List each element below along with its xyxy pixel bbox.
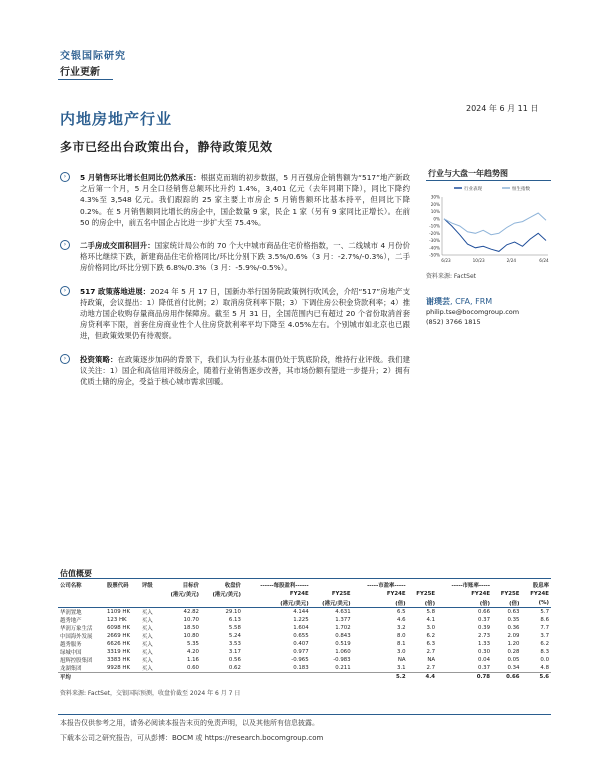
y-tick-label: 10% [430, 209, 440, 214]
x-tick-label: 6/23 [441, 258, 451, 263]
bullet-marker-icon: › [60, 354, 70, 364]
table-cell: 买入 [141, 666, 153, 672]
table-header-cell: 评级 [141, 582, 153, 589]
table-cell: -0.983 [333, 657, 351, 663]
x-tick-label: 10/23 [472, 258, 485, 263]
table-cell: 0.39 [478, 625, 491, 631]
table-header-cell: (倍) [408, 598, 437, 608]
table-cell: 2.7 [426, 649, 436, 655]
table-cell: 9928 HK [106, 665, 131, 671]
table-cell: 1109 HK [106, 609, 131, 615]
table-cell: 0.34 [507, 665, 520, 671]
table-title-divider [58, 578, 551, 579]
table-header-row [58, 598, 551, 608]
report-type: 行业更新 [60, 67, 100, 78]
table-cell: 龙湖集团 [60, 666, 82, 672]
chart-title-divider [426, 180, 551, 181]
analyst-name-text: 谢璞芸 [426, 297, 450, 306]
table-cell: 0.183 [293, 665, 309, 671]
bullet-text: 2024 年 5 月 17 日，国新办举行国务院政策例行吹风会，介绍“517”房地产支持政策，会议提出：1）降低首付比例；2）取消房贷利率下限；3）下调住房公积金贷款利率；4）推动地方国企收购存量商品房用作保障房。截至 5 月 31 日，全国范围内已有超过 20 个省份取消首套房贷利率下限，首套住房商业性个人住房贷款利率平均下降至 4.05%左右。个别城市如北京也已跟进，但政策效果仍有待观察。 [80, 286, 410, 341]
table-cell: 6098 HK [106, 625, 131, 631]
table-cell: 5.2 [353, 673, 408, 682]
bullet-marker-icon: › [60, 240, 70, 250]
table-cell [105, 673, 140, 682]
table-cell: 6.2 [540, 641, 549, 647]
bullet-lead: 投资策略： [80, 354, 118, 364]
table-cell: 8.1 [397, 641, 406, 647]
bullet-strategy [60, 354, 410, 388]
table-cell: 0.0 [540, 657, 549, 663]
table-cell: 1.702 [335, 625, 351, 631]
table-cell: 4.6 [397, 617, 406, 623]
table-row [58, 616, 551, 624]
table-header-cell [492, 580, 521, 589]
table-cell: 5.8 [426, 609, 436, 615]
table-cell: 0.04 [478, 657, 491, 663]
industry-title: 内地房地产行业 [60, 110, 173, 128]
table-header-cell: (港元/美元) [243, 598, 311, 608]
table-cell: 8.0 [397, 633, 406, 639]
report-date: 2024 年 6 月 11 日 [466, 104, 539, 113]
table-cell: 绿城中国 [60, 650, 82, 656]
table-cell: 5.35 [186, 641, 199, 647]
footer-download: 下载本公司之研究报告，可从彭博：BOCM 或 https://research.bocomgroup.com [60, 734, 324, 742]
table-cell: 4.144 [293, 609, 309, 615]
table-cell: 2.09 [507, 633, 520, 639]
table-cell: 29.10 [225, 609, 241, 615]
y-tick-label: 0% [433, 216, 440, 222]
table-header-cell: -----市盈率----- [367, 582, 406, 589]
analyst-email[interactable]: philip.tse@bocomgroup.com [426, 308, 520, 316]
table-cell: 6.2 [426, 633, 436, 639]
table-cell: 3.0 [397, 649, 406, 655]
y-tick-label: -50% [429, 252, 440, 258]
table-header-row [58, 589, 551, 598]
table-header-cell: FY25E [416, 590, 436, 597]
table-cell: 0.66 [492, 673, 521, 682]
table-cell: 3319 HK [106, 649, 131, 655]
x-tick-label: 2/24 [506, 258, 517, 263]
table-cell: 6.5 [397, 609, 406, 615]
legend-label: 恒生指数 [512, 187, 530, 192]
table-cell [159, 673, 201, 682]
table-cell: 越秀服务 [60, 642, 82, 648]
table-cell: 买入 [141, 626, 153, 632]
table-cell: 华润置地 [60, 610, 82, 616]
table-cell: 3.0 [426, 625, 436, 631]
table-header-cell: ------每股盈利------ [260, 582, 309, 589]
y-tick-label: 30% [430, 194, 440, 200]
table-cell: 10.70 [183, 617, 199, 623]
table-cell: 5.6 [521, 673, 551, 682]
table-cell: 8.3 [540, 649, 549, 655]
table-cell: 18.50 [183, 625, 199, 631]
y-tick-label: -10% [429, 223, 440, 229]
table-cell: 0.30 [478, 649, 491, 655]
table-row [58, 608, 551, 617]
table-cell: 4.4 [408, 673, 437, 682]
table-cell: 0.60 [186, 665, 199, 671]
table-header-cell [201, 598, 243, 608]
table-cell: 1.060 [335, 649, 351, 655]
table-cell: 5.7 [540, 609, 549, 615]
table-cell: 平均 [58, 673, 105, 682]
table-header-cell: (倍) [437, 598, 492, 608]
table-cell: 0.56 [228, 657, 241, 663]
table-row [58, 648, 551, 656]
bullet-lead: 二手房成交面积回升： [80, 241, 155, 251]
table-cell: 0.78 [437, 673, 492, 682]
table-cell: 5.24 [228, 633, 241, 639]
table-row [58, 656, 551, 664]
table-cell: 5.58 [228, 625, 241, 631]
firm-name: 交银国际研究 [60, 51, 126, 62]
table-header-cell [159, 598, 201, 608]
bullet-marker-icon: › [60, 286, 70, 296]
table-cell: 越秀地产 [60, 618, 82, 624]
bullet-text: 根据克而瑞的初步数据，5 月百强房企销售额为“517”地产新政之后第一个月，5 月全口径销售总额环比升约 1.4%，3,401 亿元（去年同期下降），同比下降约 4.3%至 3,548 亿元。我们跟踪的 25 家主要上市房企 5 月销售额环比基本持平，但同比下降 0.2%。在 5 月销售额同比增长的房企中，国企数量 9 家，民企 1 家（另有 9 家同比正增长）。在前 50 的房企中，前五名中国企占比进一步扩大至 75.4%。 [80, 173, 411, 227]
legend-label: 行业表现 [464, 187, 482, 192]
table-cell: 1.377 [335, 617, 351, 623]
bullet-text: 在政策逐步加码的背景下，我们认为行业基本面仍处于筑底阶段，维持行业评级。我们建议关注：1）国企和高信用评级房企，随着行业销售逐步改善，其市场份额有望进一步提升；2）拥有优质土储的房企，受益于核心城市需求回暖。 [80, 354, 410, 387]
bullet-policy [60, 286, 410, 342]
table-cell: NA [427, 657, 436, 663]
table-cell: 3383 HK [106, 657, 131, 663]
table-cell: 3.1 [397, 665, 406, 671]
table-cell: 华润万象生活 [60, 626, 93, 632]
table-cell: 买入 [141, 642, 153, 648]
table-cell: 3.7 [540, 633, 549, 639]
table-cell: 7.7 [540, 625, 549, 631]
table-header-cell: (倍) [353, 598, 408, 608]
table-cell: 1.604 [293, 625, 309, 631]
table-cell: 0.62 [228, 665, 241, 671]
table-header-cell [408, 580, 437, 589]
table-cell: 3.17 [228, 649, 241, 655]
table-cell [311, 673, 353, 682]
table-header-cell: (%) [521, 598, 551, 608]
table-cell: 买入 [141, 650, 153, 656]
y-tick-label: -30% [429, 238, 440, 243]
table-cell: 0.843 [335, 633, 351, 639]
table-header-cell: 收盘价 [224, 582, 241, 589]
bullet-prices [60, 240, 410, 274]
footer-disclaimer: 本报告仅供参考之用，请务必阅读本报告末页的免责声明，以及其他所有信息披露。 [60, 719, 319, 727]
table-cell: 1.20 [507, 641, 520, 647]
bullet-text: 国家统计局公布的 70 个大中城市商品住宅价格指数，一、二线城市 4 月份价格环比继续下跌，新建商品住宅价格同比/环比分别下跌 3.5%/0.6%（3 月：-2.7%/-0.3%），二手房价格同比/环比分别下跌 6.8%/0.3%（3 月：-5.9%/-0.5%）。 [80, 241, 410, 273]
valuation-table [58, 580, 551, 681]
x-tick-label: 6/24 [539, 258, 549, 263]
analyst-name [426, 296, 492, 307]
table-cell: 10.80 [183, 633, 199, 639]
table-cell: 42.82 [183, 609, 199, 615]
table-cell: 123 HK [106, 617, 127, 623]
table-source: 资料来源: FactSet，交银国际预测，收盘价截至 2024 年 6 月 7 日 [60, 690, 241, 697]
key-points [60, 172, 410, 399]
table-row [58, 632, 551, 640]
table-header-cell [58, 598, 105, 608]
table-header-cell [105, 589, 140, 598]
table-header-cell: FY25E [331, 590, 351, 597]
table-cell: 3.2 [397, 625, 406, 631]
table-header-cell [140, 598, 159, 608]
table-cell: 0.37 [478, 665, 491, 671]
table-cell [201, 673, 243, 682]
series-line-index [444, 213, 546, 235]
analyst-phone: (852) 3766 1815 [426, 318, 481, 326]
table-cell: 3.53 [228, 641, 241, 647]
table-header-cell: FY24E [289, 590, 309, 597]
series-line-sector [444, 219, 546, 252]
table-cell: 8.6 [540, 617, 549, 623]
table-header-cell: (倍) [492, 598, 521, 608]
table-header-cell [105, 598, 140, 608]
table-cell: 买入 [141, 634, 153, 640]
table-cell: 4.8 [540, 665, 549, 671]
table-header-row [58, 580, 551, 589]
y-tick-label: 20% [430, 201, 440, 207]
table-header-cell [58, 589, 105, 598]
table-header-cell: 股息率 [532, 582, 549, 589]
table-cell: 中国海外发展 [60, 634, 93, 640]
table-title: 估值概要 [60, 569, 92, 578]
table-cell: 2669 HK [106, 633, 131, 639]
table-header-cell: FY25E [500, 590, 520, 597]
y-tick-label: -20% [429, 230, 440, 236]
table-cell: 6.13 [228, 617, 241, 623]
table-cell: 买入 [141, 610, 153, 616]
table-cell: 0.655 [293, 633, 309, 639]
table-cell: 6626 HK [106, 641, 131, 647]
table-cell: 0.28 [507, 649, 520, 655]
y-tick-label: -40% [429, 245, 440, 251]
table-cell: 买入 [141, 658, 153, 664]
table-header-cell: (港元/美元) [212, 591, 241, 598]
table-header-cell: 目标价 [182, 582, 199, 589]
table-header-cell: FY24E [530, 590, 549, 597]
table-cell: 0.36 [507, 625, 520, 631]
table-cell: 4.631 [335, 609, 351, 615]
table-cell: -0.965 [291, 657, 309, 663]
table-cell: 1.225 [293, 617, 309, 623]
table-header-cell: 股票代码 [106, 582, 129, 589]
table-cell: 0.63 [507, 609, 520, 615]
chart-source: 资料来源: FactSet [426, 273, 477, 280]
table-header-cell: (港元/美元) [170, 591, 199, 598]
table-cell: 1.33 [478, 641, 491, 647]
table-cell: 0.519 [335, 641, 351, 647]
bullet-sales [60, 172, 410, 228]
table-cell: 0.977 [293, 649, 309, 655]
footer-divider [58, 714, 551, 715]
table-cell: NA [397, 657, 406, 663]
table-cell: 2.73 [478, 633, 491, 639]
table-header-cell: FY24E [386, 590, 406, 597]
report-type-divider [58, 79, 113, 80]
trend-chart [426, 183, 552, 269]
report-headline: 多市已经出台政策出台，静待政策见效 [60, 140, 273, 154]
table-cell: 旭辉控股集团 [60, 658, 93, 664]
table-cell [243, 673, 311, 682]
table-cell [140, 673, 159, 682]
table-cell: 0.66 [478, 609, 491, 615]
table-row [58, 640, 551, 648]
table-cell: 4.1 [426, 617, 436, 623]
chart-title: 行业与大盘一年趋势图 [428, 169, 508, 178]
table-cell: 2.7 [426, 665, 436, 671]
table-cell: 1.16 [186, 657, 199, 663]
table-row [58, 664, 551, 673]
table-header-cell: -----市账率----- [451, 582, 491, 589]
bullet-marker-icon: › [60, 172, 70, 182]
table-cell: 6.3 [426, 641, 436, 647]
table-cell: 0.37 [478, 617, 491, 623]
table-header-cell: FY24E [471, 590, 491, 597]
table-header-cell: (港元/美元) [311, 598, 353, 608]
bullet-lead: 5 月销售环比增长但同比仍然承压： [80, 173, 201, 182]
table-header-cell: 公司名称 [60, 582, 82, 589]
bullet-lead: 517 政策落地进展： [80, 286, 151, 296]
analyst-certifications: , CFA, FRM [450, 297, 493, 306]
table-cell: 买入 [141, 618, 153, 624]
table-cell: 0.211 [335, 665, 351, 671]
table-cell: 4.20 [186, 649, 199, 655]
table-cell: 0.05 [507, 657, 520, 663]
table-average-row [58, 673, 551, 682]
table-header-cell [311, 580, 353, 589]
table-cell: 0.407 [293, 641, 309, 647]
table-row [58, 624, 551, 632]
table-header-cell [140, 589, 159, 598]
table-cell: 0.35 [507, 617, 520, 623]
